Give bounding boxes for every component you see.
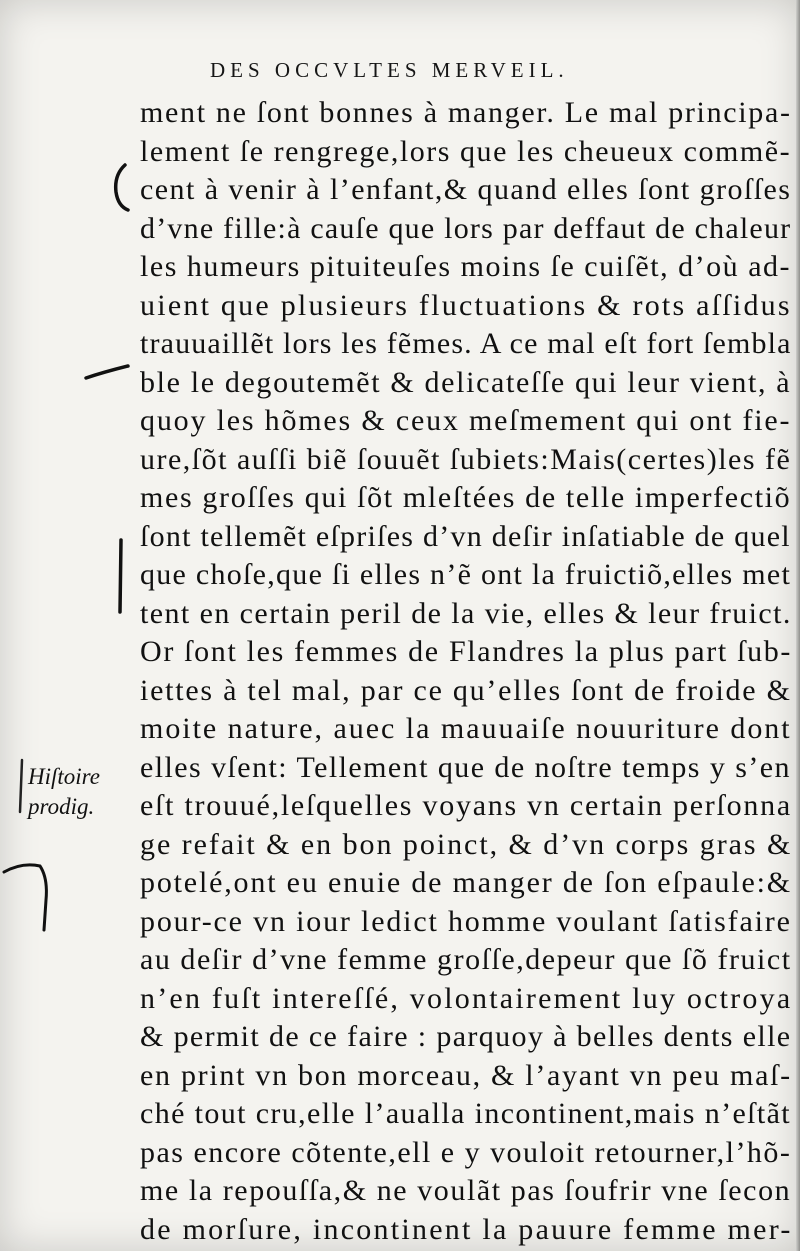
text-line: n’en fuſt intereſſé, volontairement luy octroya <box>140 981 793 1015</box>
text-line: potelé,ont eu enuie de manger de ſon eſpaule:& <box>140 866 792 899</box>
text-line: ble le degoutemẽt & delicateſſe qui leur vient, à <box>140 365 792 399</box>
text-line: pour-ce vn iour ledict homme voulant ſatisfaire <box>140 904 792 938</box>
text-line: ché tout cru,elle l’aualla incontinent,mais n’eſtãt <box>140 1097 791 1130</box>
margin-note-line-2: prodig. <box>28 794 95 819</box>
ink-bracket-mark <box>116 165 128 210</box>
margin-note-line-1: Hiſtoire <box>28 764 100 789</box>
text-line: quoy les hõmes & ceux meſmement qui ont fie- <box>140 404 792 437</box>
text-line: lement ſe rengrege,lors que les cheueux commẽ- <box>140 134 792 168</box>
text-line: tent en certain peril de la vie, elles & leur fruict. <box>140 596 792 630</box>
ink-hook-mark <box>4 865 46 930</box>
text-line: ſont tellemẽt eſpriſes d’vn deſir inſatiable de quel <box>140 519 791 553</box>
text-line: me la repouſſa,& ne voulãt pas ſoufrir vne ſecon <box>140 1174 792 1207</box>
text-line: cent à venir à l’enfant,& quand elles ſont groſſes <box>140 173 792 206</box>
text-line: que choſe,que ſi elles n’ẽ ont la fruictiõ,elles met <box>140 558 792 591</box>
text-line: ment ne ſont bonnes à manger. Le mal principa- <box>140 96 792 129</box>
text-line: & permit de ce faire : parquoy à belles dents elle <box>140 1020 792 1053</box>
text-line: Or ſont les femmes de Flandres la plus part ſub- <box>140 635 793 668</box>
text-line: les humeurs pituiteuſes moins ſe cuiſẽt, d’où ad- <box>140 250 792 283</box>
text-line: de morſure, incontinent la pauure femme mer- <box>140 1212 793 1246</box>
running-head: DES OCCVLTES MERVEIL. <box>210 58 569 82</box>
text-line: d’vne fille:à cauſe que lors par deffaut de chaleur <box>140 211 792 245</box>
text-line: en print vn bon morceau, & l’ayant vn peu maſ- <box>140 1058 792 1092</box>
body-text <box>140 94 795 1249</box>
ink-margin-rule-mark <box>20 760 22 812</box>
text-line: eſt trouué,leſquelles voyans vn certain perſonna <box>140 789 792 822</box>
margin-note <box>28 762 100 822</box>
text-line: trauuaillẽt lors les fẽmes. A ce mal eſt fort ſembla <box>140 327 792 360</box>
text-line: moite nature, auec la mauuaiſe nouuriture dont <box>140 712 792 745</box>
text-line: au deſir d’vne femme groſſe,depeur que ſõ fruict <box>140 943 792 976</box>
text-line: elles vſent: Tellement que de noſtre temps y s’en <box>140 750 791 784</box>
text-line: pas encore cõtente,ell e y vouloit retourner,l’hõ- <box>140 1135 792 1169</box>
text-line: uient que plusieurs fluctuations & rots aſſidus <box>140 288 792 322</box>
text-line: ure,ſõt auſſi biẽ ſouuẽt ſubiets:Mais(certes)les fẽ <box>140 442 792 476</box>
page-edge <box>796 0 800 1251</box>
ink-vertical-line-mark <box>120 540 121 612</box>
text-line: iettes à tel mal, par ce qu’elles ſont de froide & <box>140 673 792 707</box>
text-line: ge refait & en bon poinct, & d’vn corps gras & <box>140 827 793 861</box>
text-line: mes groſſes qui ſõt mleſtées de telle imperfectiõ <box>140 481 792 514</box>
ink-dash-mark <box>86 366 128 378</box>
